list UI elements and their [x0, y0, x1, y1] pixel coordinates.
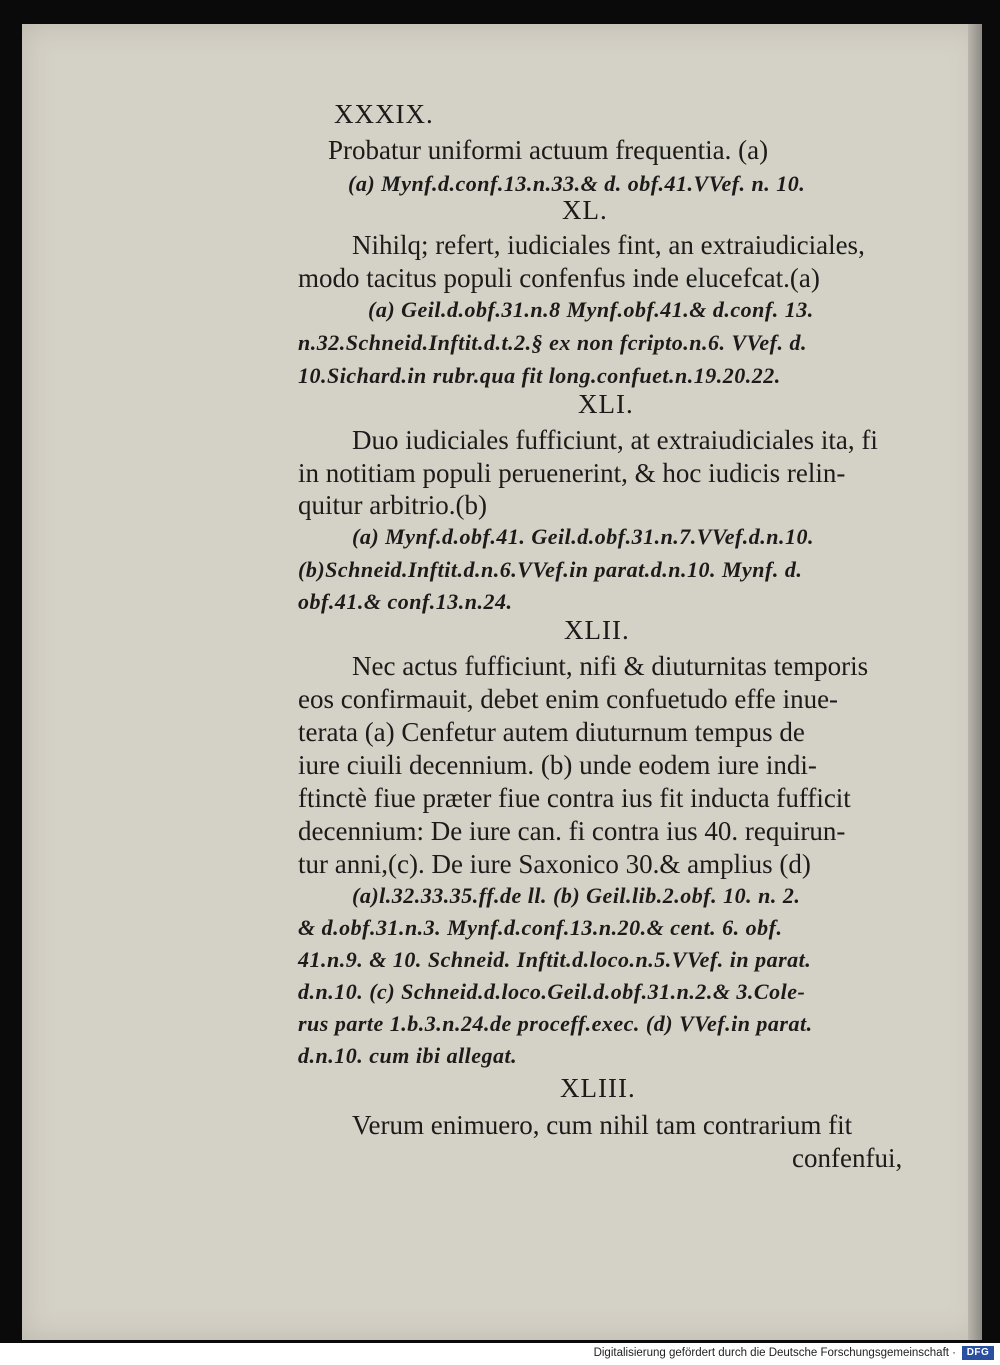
catchword: confenfui,: [792, 1143, 903, 1173]
text-line: quitur arbitrio.(b): [298, 490, 487, 520]
text-line: modo tacitus populi confenfus inde elucefcat.(a): [298, 263, 820, 293]
text-line: decennium: De iure can. fi contra ius 40. requirun-: [298, 816, 846, 846]
footnote-line: 10.Sichard.in rubr.qua fit long.confuet.n.19.20.22.: [298, 363, 781, 388]
footnote-line: (a) Mynf.d.conf.13.n.33.& d. obf.41.VVef. n. 10.: [348, 171, 806, 196]
footnote-line: 41.n.9. & 10. Schneid. Inftit.d.loco.n.5.VVef. in parat.: [298, 947, 812, 972]
page-edge: [968, 24, 982, 1340]
heading-xli: XLI.: [578, 389, 634, 419]
footnote-line: (a) Geil.d.obf.31.n.8 Mynf.obf.41.& d.conf. 13.: [368, 297, 814, 322]
footnote-line: (a) Mynf.d.obf.41. Geil.d.obf.31.n.7.VVef.d.n.10.: [352, 524, 815, 549]
text-line: in notitiam populi peruenerint, & hoc iudicis relin-: [298, 458, 846, 488]
footer-credit: Digitalisierung gefördert durch die Deutsche Forschungsgemeinschaft ·: [593, 1347, 956, 1359]
text-line: eos confirmauit, debet enim confuetudo effe inue-: [298, 684, 839, 714]
heading-xxxix: XXXIX.: [334, 99, 434, 129]
text-line: iure ciuili decennium. (b) unde eodem iure indi-: [298, 750, 817, 780]
text-line: Probatur uniformi actuum frequentia. (a): [328, 135, 769, 165]
footnote-line: d.n.10. cum ibi allegat.: [298, 1043, 518, 1068]
footnote-line: (b)Schneid.Inftit.d.n.6.VVef.in parat.d.n.10. Mynf. d.: [298, 557, 803, 582]
dfg-logo: DFG: [962, 1346, 994, 1360]
heading-xliii: XLIII.: [560, 1073, 636, 1103]
heading-xlii: XLII.: [564, 615, 630, 645]
footer-bar: [0, 1343, 1000, 1365]
text-line: ftinctè fiue præter fiue contra ius fit inducta fufficit: [298, 783, 851, 813]
footnote-line: n.32.Schneid.Inftit.d.t.2.§ ex non fcripto.n.6. VVef. d.: [298, 330, 808, 355]
text-line: tur anni,(c). De iure Saxonico 30.& amplius (d): [298, 849, 811, 879]
text-line: Nihilq; refert, iudiciales fint, an extraiudiciales,: [352, 230, 865, 260]
text-line: Verum enimuero, cum nihil tam contrarium fit: [352, 1110, 853, 1140]
footnote-line: & d.obf.31.n.3. Mynf.d.conf.13.n.20.& cent. 6. obf.: [298, 915, 783, 940]
text-line: Duo iudiciales fufficiunt, at extraiudiciales ita, fi: [352, 425, 878, 455]
footnote-line: (a)l.32.33.35.ff.de ll. (b) Geil.lib.2.obf. 10. n. 2.: [352, 883, 801, 908]
footnote-line: rus parte 1.b.3.n.24.de proceff.exec. (d) VVef.in parat.: [298, 1011, 813, 1036]
text-line: Nec actus fufficiunt, nifi & diuturnitas temporis: [352, 651, 869, 681]
book-page: [22, 24, 982, 1340]
footnote-line: d.n.10. (c) Schneid.d.loco.Geil.d.obf.31.n.2.& 3.Cole-: [298, 979, 806, 1004]
heading-xl: XL.: [562, 195, 608, 225]
footnote-line: obf.41.& conf.13.n.24.: [298, 589, 513, 614]
text-line: terata (a) Cenfetur autem diuturnum tempus de: [298, 717, 805, 747]
